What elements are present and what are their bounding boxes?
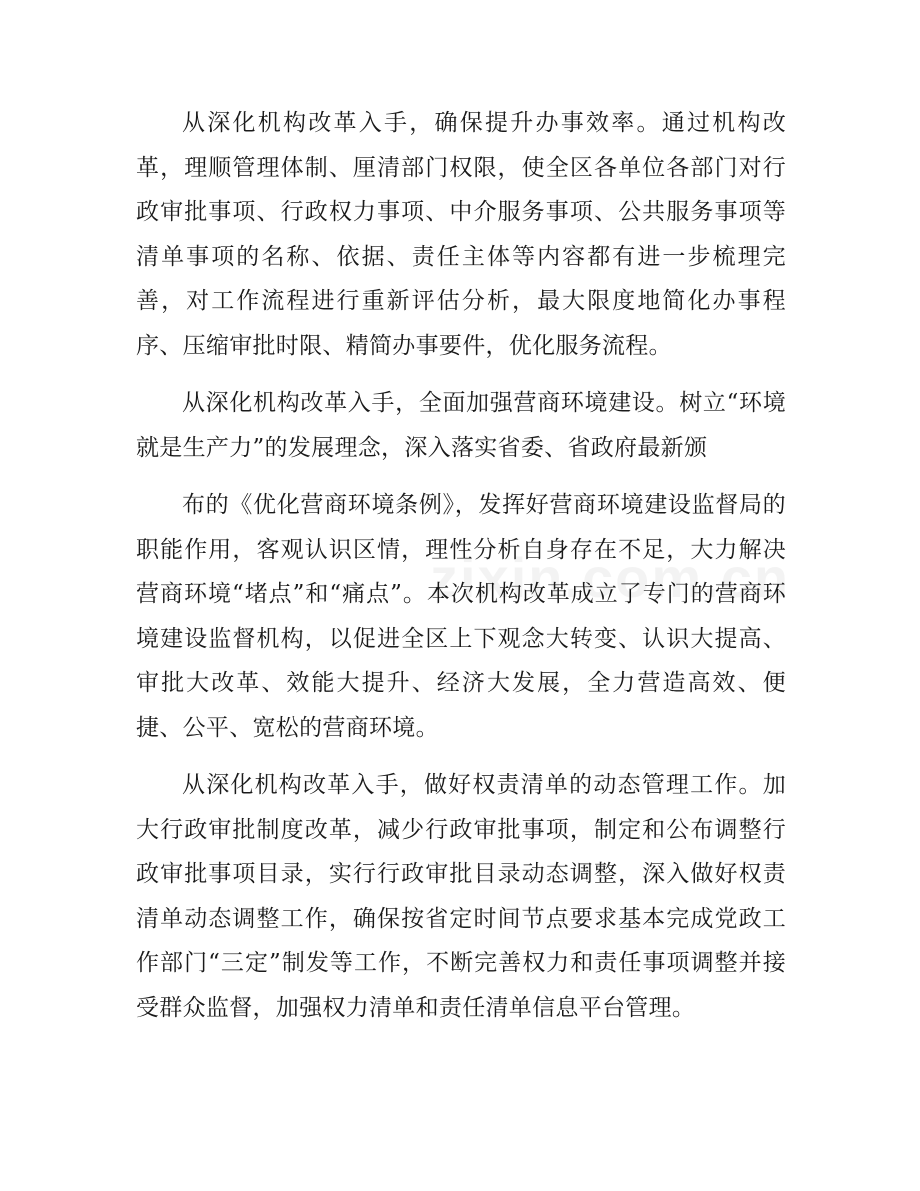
paragraph-efficiency: 从深化机构改革入手，确保提升办事效率。通过机构改革，理顺管理体制、厘清部门权限，使全区各单位各部门对行政审批事项、行政权力事项、中介服务事项、公共服务事项等清单事项的名称、依据、责任主体等内容都有进一步梳理完善，对工作流程进行重新评估分析，最大限度地简化办事程序、压缩审批时限、精简办事要件，优化服务流程。 [136, 110, 786, 359]
paragraph-business-environment-continued: 布的《优化营商环境条例》，发挥好营商环境建设监督局的职能作用，客观认识区情，理性分析自身存在不足，大力解决营商环境“堵点”和“痛点”。本次机构改革成立了专门的营商环境建设监督机构，以促进全区上下观念大转变、认识大提高、审批大改革、效能大提升、经济大发展，全力营造高效、便捷、公平、宽松的营商环境。 [136, 492, 786, 741]
document-body [136, 101, 786, 1043]
paragraph-responsibility-list: 从深化机构改革入手，做好权责清单的动态管理工作。加大行政审批制度改革，减少行政审批事项，制定和公布调整行政审批事项目录，实行行政审批目录动态调整，深入做好权责清单动态调整工作，确保按省定时间节点要求基本完成党政工作部门“三定”制发等工作，不断完善权力和责任事项调整并接受群众监督，加强权力清单和责任清单信息平台管理。 [136, 772, 786, 1021]
paragraph-business-environment: 从深化机构改革入手，全面加强营商环境建设。树立“环境就是生产力”的发展理念，深入落实省委、省政府最新颁 [136, 390, 786, 461]
